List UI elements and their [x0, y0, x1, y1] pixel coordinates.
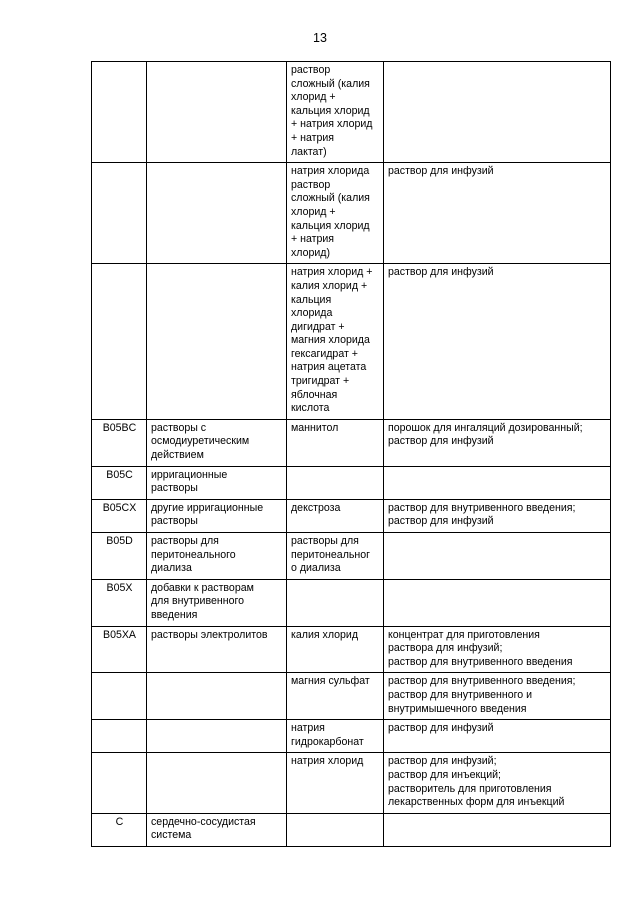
table-row	[92, 753, 611, 813]
atc-code-cell	[92, 264, 147, 420]
group-name: растворы для перитонеального диализа	[151, 535, 236, 575]
table-row	[92, 419, 611, 466]
substance-name: маннитол	[291, 421, 339, 434]
substance-name: магния сульфат	[291, 675, 370, 688]
substance-name: декстроза	[291, 501, 341, 514]
dosage-form: раствор для инфузий	[388, 266, 494, 279]
atc-code: C	[115, 815, 124, 828]
dosage-form: раствор для внутривенного введения; раствор для внутривенного и внутримышечного введения	[388, 675, 576, 715]
substance-cell	[287, 62, 384, 163]
atc-code-cell	[92, 466, 147, 499]
substance-cell	[287, 533, 384, 580]
atc-code: B05CX	[102, 501, 137, 514]
atc-code: B05BC	[102, 421, 137, 434]
dosage-form: раствор для инфузий; раствор для инъекций; растворитель для приготовления лекарственных форм для инъекций	[388, 755, 565, 809]
atc-code-cell	[92, 533, 147, 580]
substance-cell	[287, 264, 384, 420]
group-cell	[147, 163, 287, 264]
group-name: растворы электролитов	[151, 628, 268, 641]
substance-name: натрия хлорид + калия хлорид + кальция хлорида дигидрат + магния хлорида гексагидрат + натрия ацетата тригидрат + яблочная кислота	[291, 266, 373, 415]
dosage-form: порошок для ингаляций дозированный; раствор для инфузий	[388, 421, 583, 448]
substance-cell	[287, 163, 384, 264]
atc-code-cell	[92, 579, 147, 626]
group-name: другие ирригационные растворы	[151, 501, 264, 528]
table-row	[92, 673, 611, 720]
substance-name: натрия гидрокарбонат	[291, 722, 364, 748]
table-row	[92, 579, 611, 626]
substance-cell	[287, 419, 384, 466]
group-name: добавки к растворам для внутривенного введения	[151, 581, 254, 621]
atc-code-cell	[92, 813, 147, 846]
atc-code: B05X	[106, 581, 133, 594]
group-name: ирригационные растворы	[151, 468, 228, 495]
dosage-form-cell	[384, 720, 611, 753]
group-cell	[147, 466, 287, 499]
table-row	[92, 626, 611, 673]
substance-cell	[287, 813, 384, 846]
table-row	[92, 163, 611, 264]
table-row	[92, 62, 611, 163]
atc-code: B05D	[106, 535, 133, 547]
page-number: 13	[313, 31, 327, 45]
atc-code-cell	[92, 499, 147, 532]
dosage-form-cell	[384, 673, 611, 720]
atc-code: B05XA	[103, 628, 136, 641]
dosage-form: раствор для инфузий	[388, 165, 494, 178]
group-cell	[147, 419, 287, 466]
group-name: растворы с осмодиуретическим действием	[151, 421, 250, 462]
substance-cell	[287, 720, 384, 753]
atc-code-cell	[92, 720, 147, 753]
group-cell	[147, 813, 287, 846]
dosage-form-cell	[384, 753, 611, 813]
dosage-form: раствор для внутривенного введения; раствор для инфузий	[388, 501, 576, 528]
table-row	[92, 499, 611, 532]
substance-cell	[287, 626, 384, 673]
table-row	[92, 533, 611, 580]
substance-name: натрия хлорид	[291, 755, 364, 768]
group-cell	[147, 579, 287, 626]
atc-code-cell	[92, 626, 147, 673]
substance-cell	[287, 499, 384, 532]
group-cell	[147, 673, 287, 720]
atc-code-cell	[92, 673, 147, 720]
dosage-form-cell	[384, 626, 611, 673]
substance-name: раствор сложный (калия хлорид + кальция хлорид + натрия хлорид + натрия лактат)	[291, 64, 373, 158]
group-cell	[147, 720, 287, 753]
atc-code-cell	[92, 419, 147, 466]
drug-table	[91, 61, 611, 847]
substance-name: натрия хлорида раствор сложный (калия хлорид + кальция хлорид + натрия хлорид)	[291, 165, 370, 259]
group-cell	[147, 626, 287, 673]
dosage-form-cell	[384, 813, 611, 846]
dosage-form-cell	[384, 533, 611, 580]
substance-cell	[287, 466, 384, 499]
dosage-form-cell	[384, 419, 611, 466]
atc-code-cell	[92, 163, 147, 264]
dosage-form-cell	[384, 163, 611, 264]
dosage-form-cell	[384, 466, 611, 499]
substance-cell	[287, 579, 384, 626]
group-cell	[147, 753, 287, 813]
atc-code-cell	[92, 62, 147, 163]
group-cell	[147, 264, 287, 420]
dosage-form-cell	[384, 579, 611, 626]
dosage-form-cell	[384, 499, 611, 532]
dosage-form-cell	[384, 62, 611, 163]
dosage-form-cell	[384, 264, 611, 420]
group-name: сердечно-сосудистая система	[151, 815, 256, 842]
group-cell	[147, 62, 287, 163]
table-row	[92, 720, 611, 753]
table-row	[92, 264, 611, 420]
atc-code: B05C	[106, 468, 133, 481]
group-cell	[147, 533, 287, 580]
substance-cell	[287, 753, 384, 813]
table-row	[92, 813, 611, 846]
substance-cell	[287, 673, 384, 720]
substance-name: растворы для перитонеальног о диализа	[291, 535, 371, 575]
dosage-form: концентрат для приготовления раствора для инфузий; раствор для внутривенного введения	[388, 628, 573, 668]
table-row	[92, 466, 611, 499]
dosage-form: раствор для инфузий	[388, 722, 494, 735]
substance-name: калия хлорид	[291, 628, 359, 641]
atc-code-cell	[92, 753, 147, 813]
group-cell	[147, 499, 287, 532]
